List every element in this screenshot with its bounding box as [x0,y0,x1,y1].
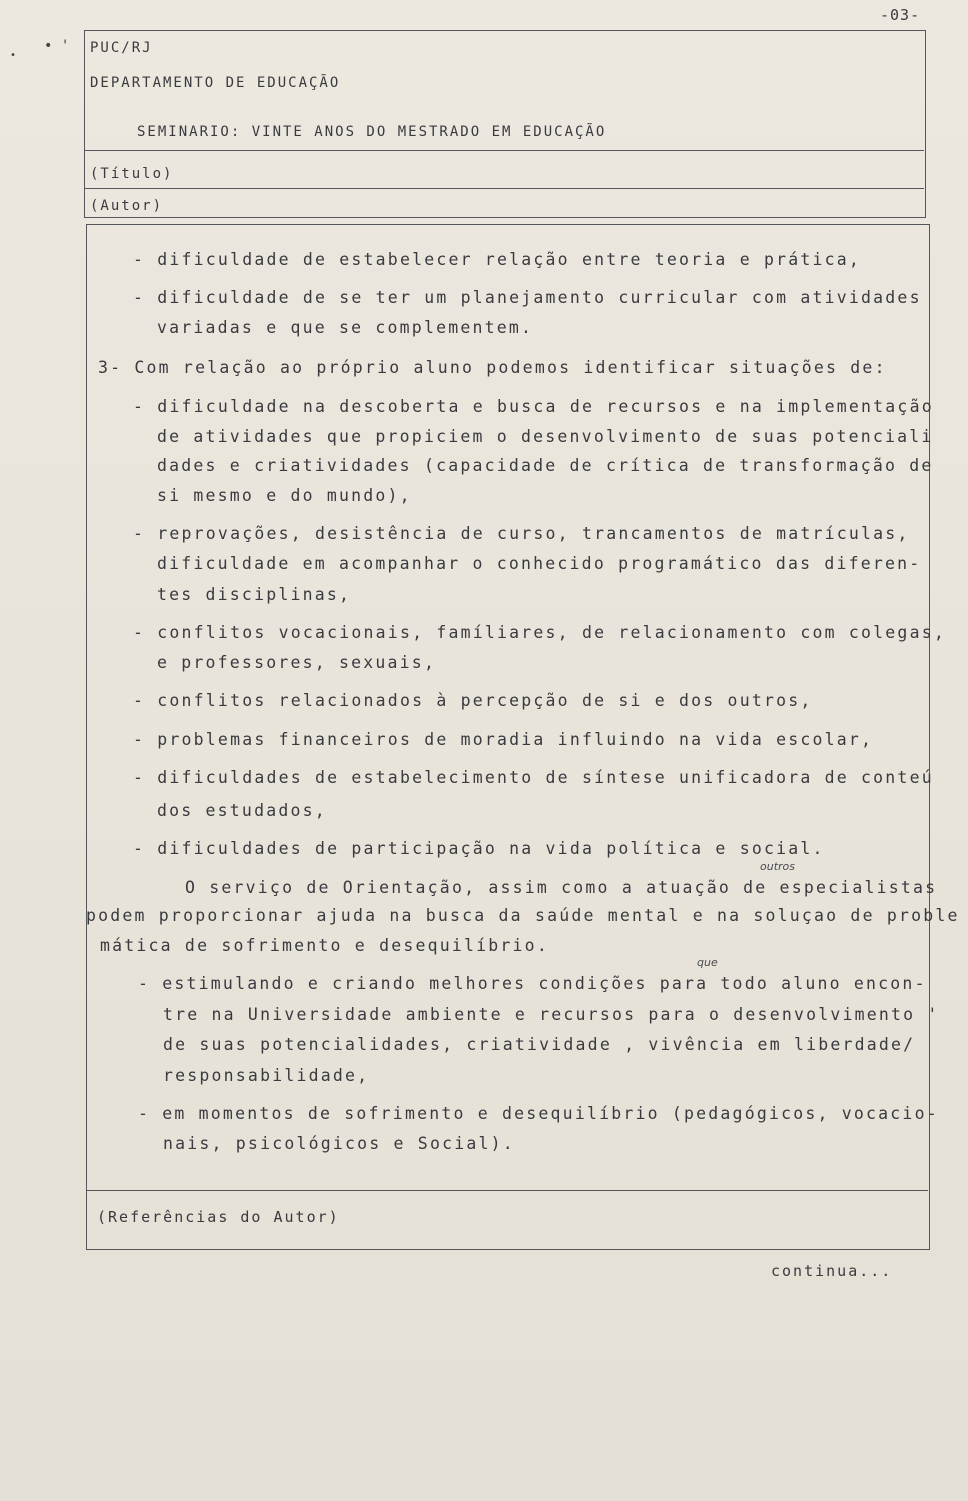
text-line: dificuldade em acompanhar o conhecido programático das diferen- [157,554,922,573]
seminar-title: SEMINARIO: VINTE ANOS DO MESTRADO EM EDUCAÇÃO [137,124,607,140]
handwritten-insert: outros [760,860,795,873]
text-line: responsabilidade, [163,1066,370,1085]
references-field: (Referências do Autor) [97,1208,340,1226]
text-line: tre na Universidade ambiente e recursos para o desenvolvimento ' [163,1005,940,1024]
margin-mark: • [10,50,17,61]
text-line: - reprovações, desistência de curso, trancamentos de matrículas, [133,524,910,543]
page-number: -03- [880,6,921,24]
text-line: - dificuldade de se ter um planejamento curricular com atividades [133,288,922,307]
continuation-note: continua... [771,1262,893,1280]
margin-mark: • ' [44,38,70,54]
divider [84,150,924,151]
text-line: podem proporcionar ajuda na busca da saúde mental e na soluçao de proble [86,906,960,925]
handwritten-insert: que [697,956,718,969]
text-line: - em momentos de sofrimento e desequilíbrio (pedagógicos, vocacio- [138,1104,939,1123]
text-line: de atividades que propiciem o desenvolvimento de suas potenciali [157,427,934,446]
text-line: de suas potencialidades, criatividade , vivência em liberdade/ [163,1035,916,1054]
text-line: O serviço de Orientação, assim como a atuação de especialistas [185,878,938,897]
text-line: tes disciplinas, [157,585,352,604]
text-line: dades e criatividades (capacidade de crítica de transformação de [157,456,934,475]
divider [84,188,924,189]
text-line: dos estudados, [157,801,327,820]
text-line: - dificuldade na descoberta e busca de recursos e na implementação [133,397,934,416]
text-line: - conflitos relacionados à percepção de si e dos outros, [133,691,813,710]
text-line: - dificuldades de estabelecimento de síntese unificadora de conteú [133,768,934,787]
title-field: (Título) [90,166,174,182]
text-line: mática de sofrimento e desequilíbrio. [100,936,549,955]
text-line: si mesmo e do mundo), [157,486,412,505]
text-line: e professores, sexuais, [157,653,437,672]
text-line: - conflitos vocacionais, famíliares, de relacionamento com colegas, [133,623,946,642]
text-line: 3- Com relação ao próprio aluno podemos identificar situações de: [98,358,887,377]
divider [86,1190,928,1191]
institution: PUC/RJ [90,40,153,56]
text-line: - problemas financeiros de moradia influindo na vida escolar, [133,730,874,749]
text-line: - dificuldade de estabelecer relação entre teoria e prática, [133,250,862,269]
text-line: - estimulando e criando melhores condições para todo aluno encon- [138,974,927,993]
text-line: - dificuldades de participação na vida política e social. [133,839,825,858]
text-line: nais, psicológicos e Social). [163,1134,515,1153]
author-field: (Autor) [90,198,164,214]
department: DEPARTAMENTO DE EDUCAÇÃO [90,75,341,91]
text-line: variadas e que se complementem. [157,318,534,337]
